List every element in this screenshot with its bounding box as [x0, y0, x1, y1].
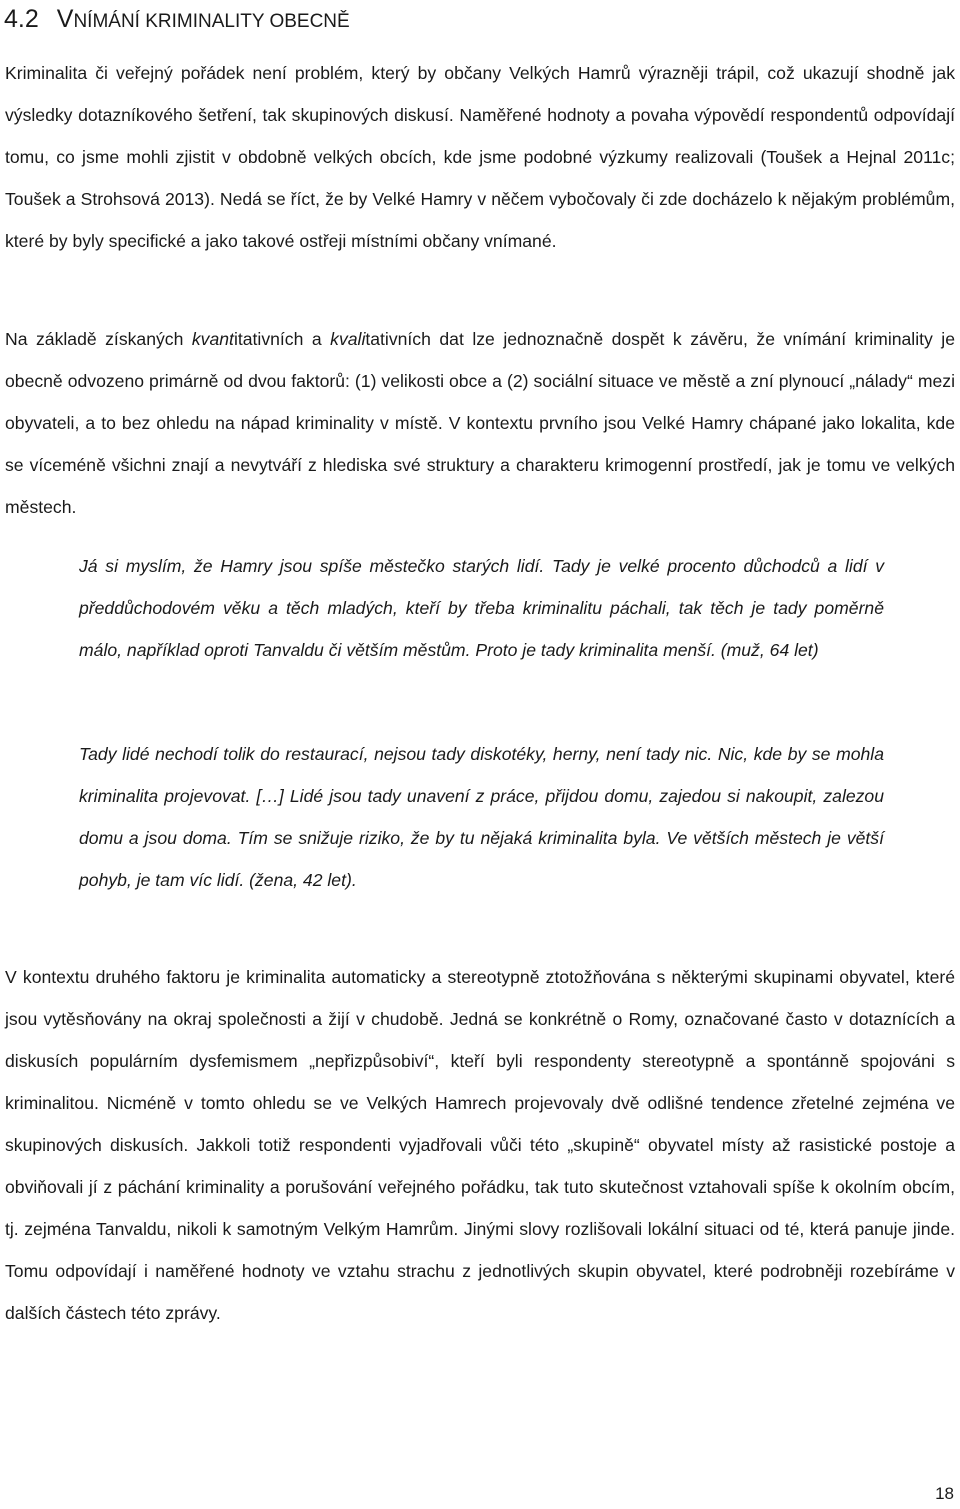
quote-respondent-2: Tady lidé nechodí tolik do restaurací, nejsou tady diskotéky, herny, není tady nic. Nic, kde by se mohla kriminalita projevovat. […] Lidé jsou tady unavení z práce, přijdou domu, zajedou si nakoupit, zalezou domu a jsou doma. Tím se snižuje riziko, že by tu nějaká kriminalita byla. Ve větších městech je větší pohyb, je tam víc lidí. (žena, 42 let). [79, 744, 884, 890]
paragraph-second-factor: V kontextu druhého faktoru je kriminalita automaticky a stereotypně ztotožňována s některými skupinami obyvatel, které jsou vytěsňovány na okraj společnosti a žijí v chudobě. Jedná se konkrétně o Romy, označované často v dotaznících a diskusích populárním dysfemismem „nepřizpůsobiví“, kteří byli respondenty stereotypně a spontánně spojováni s kriminalitou. Nicméně v tomto ohledu se ve Velkých Hamrech projevovaly dvě odlišné tendence zřetelné zejména ve skupinových diskusích. Jakkoli totiž respondenti vyjadřovali vůči této „skupině“ obyvatel místy až rasistické postoje a obviňovali jí z páchání kriminality a porušování veřejného pořádku, tak tuto skutečnost vztahovali spíše k okolním obcím, tj. zejména Tanvaldu, nikoli k samotným Velkým Hamrům. Jinými slovy rozlišovali lokální situaci od té, která panuje jinde. Tomu odpovídají i naměřené hodnoty ve vztahu strachu z jednotlivých skupin obyvatel, které podrobněji rozebíráme v dalších částech této zprávy. [5, 967, 955, 1323]
paragraph-factors-emphasis-1: kvant [191, 329, 234, 349]
paragraph-intro: Kriminalita či veřejný pořádek není problém, který by občany Velkých Hamrů výrazněji trápil, což ukazují shodně jak výsledky dotazníkového šetření, tak skupinových diskusí. Naměřené hodnoty a povaha výpovědí respondentů odpovídají tomu, co jsme mohli zjistit v obdobně velkých obcích, kde jsme podobné výzkumy realizovali (Toušek a Hejnal 2011c; Toušek a Strohsová 2013). Nedá se říct, že by Velké Hamry v něčem vybočovaly či zde docházelo k nějakým problémům, které by byly specifické a jako takové ostřeji místními občany vnímané. [5, 63, 955, 251]
paragraph-factors-text-1: Na základě získaných [5, 329, 192, 349]
section-title-initial: V [56, 5, 74, 33]
page-number: 18 [935, 1484, 954, 1503]
section-title-rest: NÍMÁNÍ KRIMINALITY OBECNĚ [73, 11, 350, 32]
section-heading [4, 2, 350, 39]
paragraph-factors-text-2: itativních a [233, 329, 331, 349]
paragraph-factors [5, 318, 955, 528]
paragraph-factors-text-3: tativních dat lze jednoznačně dospět k závěru, že vnímání kriminality je obecně odvozeno primárně od dvou faktorů: (1) velikosti obce a (2) sociální situace ve městě a zní plynoucí „nálady“ mezi obyvateli, a to bez ohledu na nápad kriminality v místě. V kontextu prvního jsou Velké Hamry chápané jako lokalita, kde se víceméně všichni znají a nevytváří z hlediska své struktury a charakteru krimogenní prostředí, jak je tomu ve velkých městech. [5, 329, 955, 517]
quote-respondent-1: Já si myslím, že Hamry jsou spíše městečko starých lidí. Tady je velké procento důchodců a lidí v předdůchodovém věku a těch mladých, kteří by třeba kriminalitu páchali, tak těch je tady poměrně málo, například oproti Tanvaldu či větším městům. Proto je tady kriminalita menší. (muž, 64 let) [79, 556, 884, 660]
paragraph-factors-emphasis-2: kvali [330, 329, 366, 349]
section-number: 4.2 [4, 5, 39, 33]
